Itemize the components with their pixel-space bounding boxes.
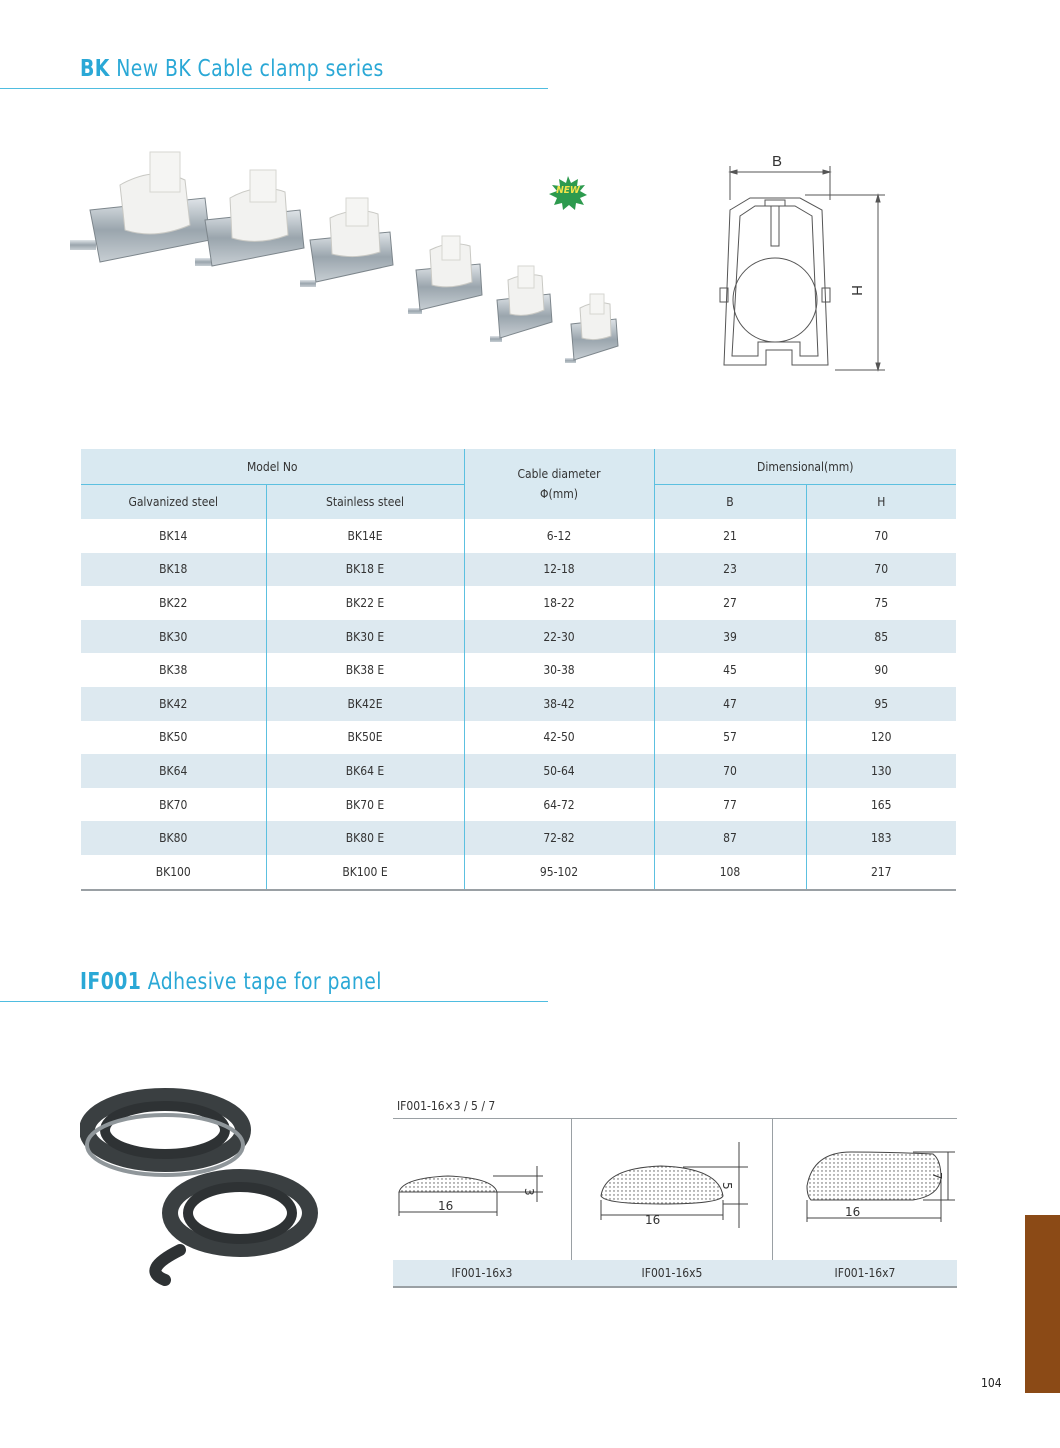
cell-cable-diameter: 18-22: [464, 586, 654, 620]
cell-stainless: BK64 E: [266, 754, 464, 788]
cell-galvanized: BK80: [81, 821, 266, 855]
cell-h: 165: [806, 788, 956, 822]
profile-title: IF001-16×3 / 5 / 7: [397, 1099, 496, 1113]
cell-cable-diameter: 64-72: [464, 788, 654, 822]
cell-h: 90: [806, 653, 956, 687]
cell-h: 183: [806, 821, 956, 855]
cell-b: 23: [654, 553, 806, 587]
profile-1-width: 16: [438, 1199, 454, 1213]
cell-cable-diameter: 95-102: [464, 855, 654, 890]
cell-galvanized: BK22: [81, 586, 266, 620]
cell-stainless: BK100 E: [266, 855, 464, 890]
cell-h: 130: [806, 754, 956, 788]
cell-galvanized: BK18: [81, 553, 266, 587]
cell-cable-diameter: 38-42: [464, 687, 654, 721]
section-code: IF001: [80, 969, 142, 995]
header-model-no: Model No: [81, 449, 464, 485]
cell-b: 77: [654, 788, 806, 822]
tape-profile-drawings: [393, 1130, 957, 1256]
new-badge: [549, 176, 587, 210]
clamp-small-1: [408, 236, 482, 314]
section-title-text: Adhesive tape for panel: [147, 969, 382, 995]
table-row: [81, 519, 956, 553]
section-title-text: New BK Cable clamp series: [116, 56, 384, 82]
spec-table-body: [81, 519, 956, 890]
profile-3-height: 7: [930, 1172, 944, 1180]
cell-b: 45: [654, 653, 806, 687]
spec-table: [81, 449, 956, 891]
cell-stainless: BK38 E: [266, 653, 464, 687]
title-rule: [0, 88, 548, 89]
cell-h: 120: [806, 721, 956, 755]
cell-h: 75: [806, 586, 956, 620]
cell-stainless: BK50E: [266, 721, 464, 755]
header-cable-label: Cable diameter: [517, 467, 601, 481]
cell-galvanized: BK50: [81, 721, 266, 755]
clamp-small-2: [490, 266, 552, 342]
table-row: [81, 553, 956, 587]
table-row: [81, 855, 956, 890]
cell-stainless: BK22 E: [266, 586, 464, 620]
profile-2-width: 16: [645, 1213, 661, 1227]
profile-1-height: 3: [522, 1188, 536, 1196]
profile-2-height: 5: [720, 1182, 734, 1190]
clamp-medium-large: [195, 170, 304, 266]
cell-b: 57: [654, 721, 806, 755]
title-rule: [0, 1001, 548, 1002]
dimension-label-b: B: [772, 153, 783, 170]
cell-stainless: BK30 E: [266, 620, 464, 654]
cell-galvanized: BK30: [81, 620, 266, 654]
header-h: H: [806, 485, 956, 520]
cell-stainless: BK14E: [266, 519, 464, 553]
profile-label-3: IF001-16x7: [834, 1266, 896, 1280]
table-row: [81, 620, 956, 654]
profile-label-2: IF001-16x5: [641, 1266, 703, 1280]
header-cable-unit: Φ(mm): [540, 487, 578, 501]
cell-stainless: BK42E: [266, 687, 464, 721]
cell-b: 70: [654, 754, 806, 788]
cell-cable-diameter: 12-18: [464, 553, 654, 587]
cell-b: 21: [654, 519, 806, 553]
table-row: [81, 754, 956, 788]
header-stainless: Stainless steel: [266, 485, 464, 520]
cell-stainless: BK18 E: [266, 553, 464, 587]
cell-h: 85: [806, 620, 956, 654]
cell-galvanized: BK70: [81, 788, 266, 822]
cell-cable-diameter: 30-38: [464, 653, 654, 687]
cell-galvanized: BK38: [81, 653, 266, 687]
clamp-medium: [300, 198, 393, 287]
clamp-dimension-drawing: [710, 150, 900, 380]
header-galvanized: Galvanized steel: [81, 485, 266, 520]
side-tab: [1025, 1215, 1060, 1393]
profile-label-1: IF001-16x3: [451, 1266, 513, 1280]
table-row: [81, 687, 956, 721]
cell-cable-diameter: 22-30: [464, 620, 654, 654]
table-row: [81, 653, 956, 687]
table-row: [81, 586, 956, 620]
profile-3-width: 16: [845, 1205, 861, 1219]
cell-b: 108: [654, 855, 806, 890]
profile-top-rule: [393, 1118, 957, 1119]
cell-cable-diameter: 72-82: [464, 821, 654, 855]
cell-stainless: BK80 E: [266, 821, 464, 855]
table-row: [81, 788, 956, 822]
cell-b: 47: [654, 687, 806, 721]
header-cable-diameter: [464, 449, 654, 519]
cell-galvanized: BK42: [81, 687, 266, 721]
cell-cable-diameter: 50-64: [464, 754, 654, 788]
cell-h: 217: [806, 855, 956, 890]
adhesive-tape-photo: [80, 1085, 320, 1290]
cell-b: 27: [654, 586, 806, 620]
cell-h: 70: [806, 519, 956, 553]
section-title-bk: [80, 56, 384, 82]
cell-galvanized: BK64: [81, 754, 266, 788]
table-row: [81, 721, 956, 755]
cell-cable-diameter: 42-50: [464, 721, 654, 755]
section-title-if001: [80, 969, 382, 995]
new-badge-text: NEW: [556, 185, 580, 196]
table-row: [81, 821, 956, 855]
cell-h: 95: [806, 687, 956, 721]
header-b: B: [654, 485, 806, 520]
page-number: 104: [981, 1376, 1002, 1390]
clamp-large: [70, 152, 210, 262]
cell-cable-diameter: 6-12: [464, 519, 654, 553]
section-code: BK: [80, 56, 110, 82]
clamp-smallest: [565, 294, 618, 363]
cell-b: 39: [654, 620, 806, 654]
cell-stainless: BK70 E: [266, 788, 464, 822]
cell-galvanized: BK100: [81, 855, 266, 890]
cell-b: 87: [654, 821, 806, 855]
cell-h: 70: [806, 553, 956, 587]
cell-galvanized: BK14: [81, 519, 266, 553]
header-dimensional: Dimensional(mm): [654, 449, 956, 485]
dimension-label-h: H: [848, 285, 865, 296]
